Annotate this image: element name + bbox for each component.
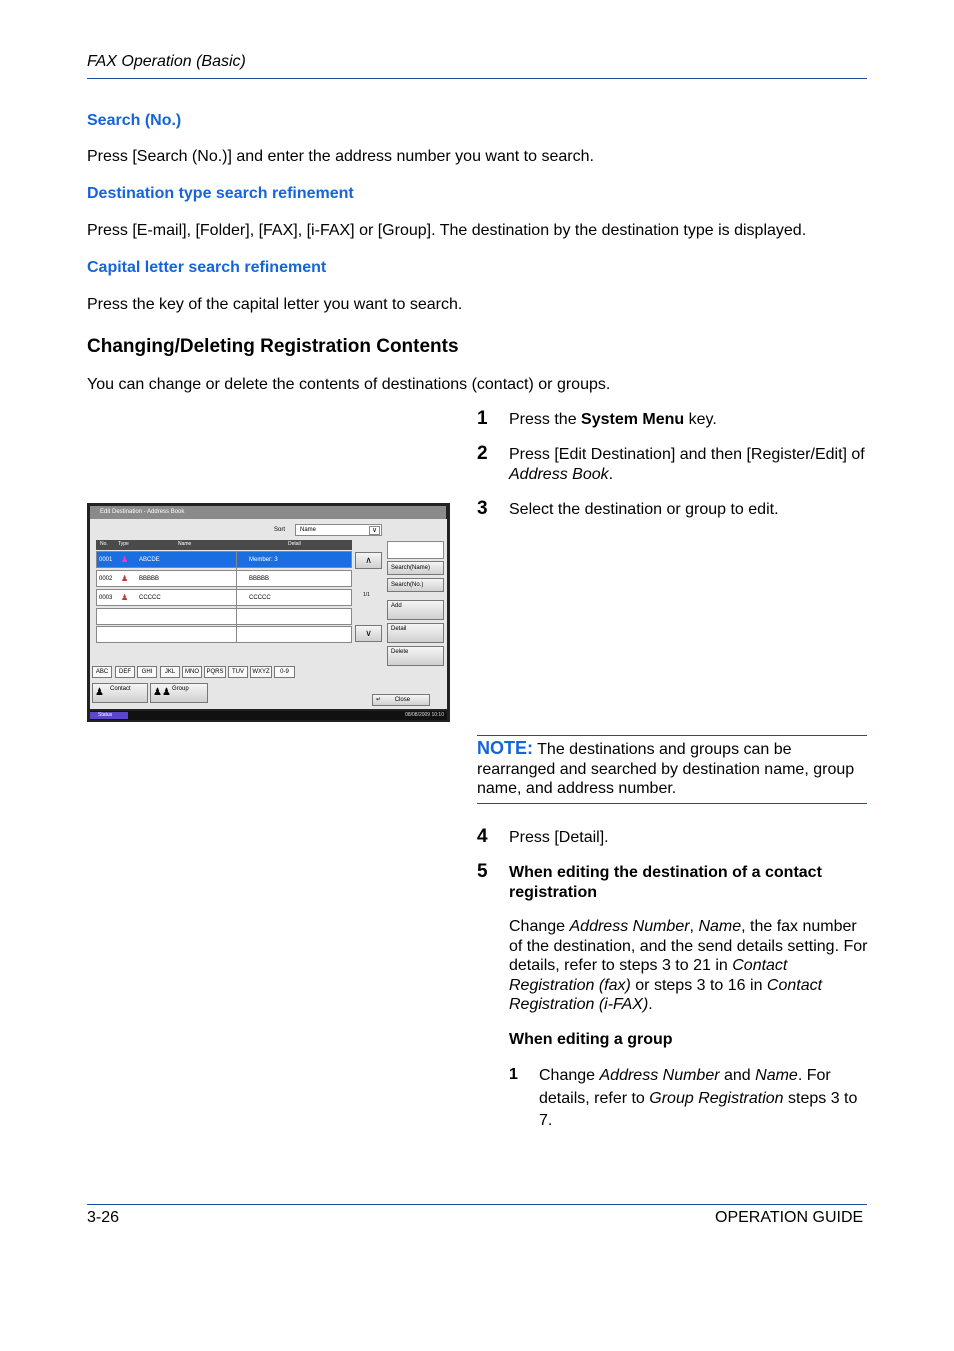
table-row[interactable] [96, 570, 352, 587]
sort-label: Sort [274, 527, 286, 533]
col-no: No. [100, 541, 108, 547]
substep-number: 1 [509, 1066, 518, 1083]
group-icon: ♟ [121, 555, 129, 564]
row-name: ABCDE [139, 557, 160, 563]
chevron-down-icon: ∨ [365, 628, 372, 638]
group-label: Group [172, 686, 189, 692]
table-row[interactable] [96, 626, 352, 643]
status-datetime: 08/08/2009 10:10 [405, 712, 444, 718]
step-1-text: Press the System Menu key. [509, 411, 717, 428]
step-number: 4 [477, 826, 488, 847]
column-divider [236, 552, 237, 642]
page-indicator: 1/1 [363, 592, 370, 598]
search-no-heading: Search (No.) [87, 112, 182, 129]
capital-heading: Capital letter search refinement [87, 259, 327, 276]
row-name: CCCCC [139, 595, 161, 601]
key-mno[interactable]: MNO [182, 666, 202, 678]
contact-label: Contact [110, 686, 131, 692]
sort-select[interactable] [295, 524, 382, 536]
screen-title: Edit Destination - Address Book [90, 506, 446, 519]
key-ghi[interactable]: GHI [137, 666, 157, 678]
return-icon: ↵ [376, 697, 382, 703]
step-4-text: Press [Detail]. [509, 829, 609, 846]
note-bottom-rule [477, 803, 867, 804]
footer-rule [87, 1204, 867, 1205]
key-0-9[interactable]: 0-9 [274, 666, 295, 678]
key-jkl[interactable]: JKL [160, 666, 180, 678]
guide-title: OPERATION GUIDE [715, 1209, 864, 1226]
key-tuv[interactable]: TUV [228, 666, 248, 678]
close-label: Close [394, 697, 411, 703]
step-number: 3 [477, 498, 488, 519]
chevron-down-icon[interactable]: ∨ [369, 526, 380, 535]
step-number: 5 [477, 861, 488, 882]
dest-type-text: Press [E-mail], [Folder], [FAX], [i-FAX] or [Group]. The destination by the destination type is displayed. [87, 222, 807, 239]
contact-icon: ♟ [95, 687, 104, 698]
group-icon: ♟♟ [153, 687, 171, 698]
step-5-heading: When editing the destination of a contact registration [509, 864, 822, 901]
group-heading: When editing a group [509, 1031, 673, 1048]
step-5-body: Change Address Number, Name, the fax number of the destination, and the send details setting. For details, refer to steps 3 to 21 in Contact Registration (fax) or steps 3 to 16 in Contact Registration (i-FAX). [509, 918, 868, 1013]
row-detail: BBBBB [249, 576, 270, 582]
col-detail: Detail [288, 541, 301, 547]
status-button[interactable]: Status [90, 712, 128, 719]
changing-heading: Changing/Deleting Registration Contents [87, 336, 459, 357]
col-name: Name [178, 541, 192, 547]
running-header: FAX Operation (Basic) [87, 53, 246, 70]
row-detail: Member: 3 [249, 557, 278, 563]
key-abc[interactable]: ABC [92, 666, 112, 678]
table-row[interactable] [96, 589, 352, 606]
step-3-text: Select the destination or group to edit. [509, 501, 779, 518]
row-no: 0003 [99, 595, 113, 601]
table-row[interactable] [96, 551, 352, 568]
table-row[interactable] [96, 608, 352, 625]
scroll-down-button[interactable] [355, 625, 382, 642]
step-2-text: Press [Edit Destination] and then [Register/Edit] of Address Book. [509, 446, 865, 483]
contact-icon: ♟ [121, 593, 129, 602]
sort-value: Name [300, 527, 317, 533]
search-no-text: Press [Search (No.)] and enter the address number you want to search. [87, 148, 594, 165]
screen-panel [90, 519, 447, 709]
group-button[interactable] [150, 683, 208, 703]
add-button[interactable]: Add [387, 600, 444, 620]
key-def[interactable]: DEF [115, 666, 135, 678]
search-field[interactable] [387, 541, 444, 559]
row-detail: CCCCC [249, 595, 271, 601]
scroll-up-button[interactable] [355, 552, 382, 569]
contact-icon: ♟ [121, 574, 129, 583]
step-number: 1 [477, 408, 488, 429]
delete-button[interactable]: Delete [387, 646, 444, 666]
column-header [96, 540, 352, 550]
search-no-button[interactable]: Search(No.) [387, 578, 444, 592]
capital-text: Press the key of the capital letter you want to search. [87, 296, 463, 313]
page-number: 3-26 [87, 1209, 120, 1226]
close-button[interactable] [372, 694, 430, 706]
row-no: 0002 [99, 576, 113, 582]
dest-type-heading: Destination type search refinement [87, 185, 354, 202]
chevron-up-icon: ∧ [365, 555, 372, 565]
key-wxyz[interactable]: WXYZ [250, 666, 272, 678]
status-bar [90, 711, 447, 720]
key-pqrs[interactable]: PQRS [204, 666, 226, 678]
group-substep-text: Change Address Number and Name. For details, refer to Group Registration steps 3 to 7. [539, 1067, 858, 1129]
address-book-screen [87, 503, 450, 722]
contact-button[interactable] [92, 683, 148, 703]
col-type: Type [118, 541, 129, 547]
row-name: BBBBB [139, 576, 160, 582]
step-number: 2 [477, 443, 488, 464]
header-rule [87, 78, 867, 79]
note: NOTE: The destinations and groups can be rearranged and searched by destination name, group name, and address number. [477, 738, 855, 797]
row-no: 0001 [99, 557, 113, 563]
detail-button[interactable]: Detail [387, 623, 444, 643]
changing-intro: You can change or delete the contents of destinations (contact) or groups. [87, 376, 611, 393]
note-top-rule [477, 735, 867, 736]
search-name-button[interactable]: Search(Name) [387, 561, 444, 575]
